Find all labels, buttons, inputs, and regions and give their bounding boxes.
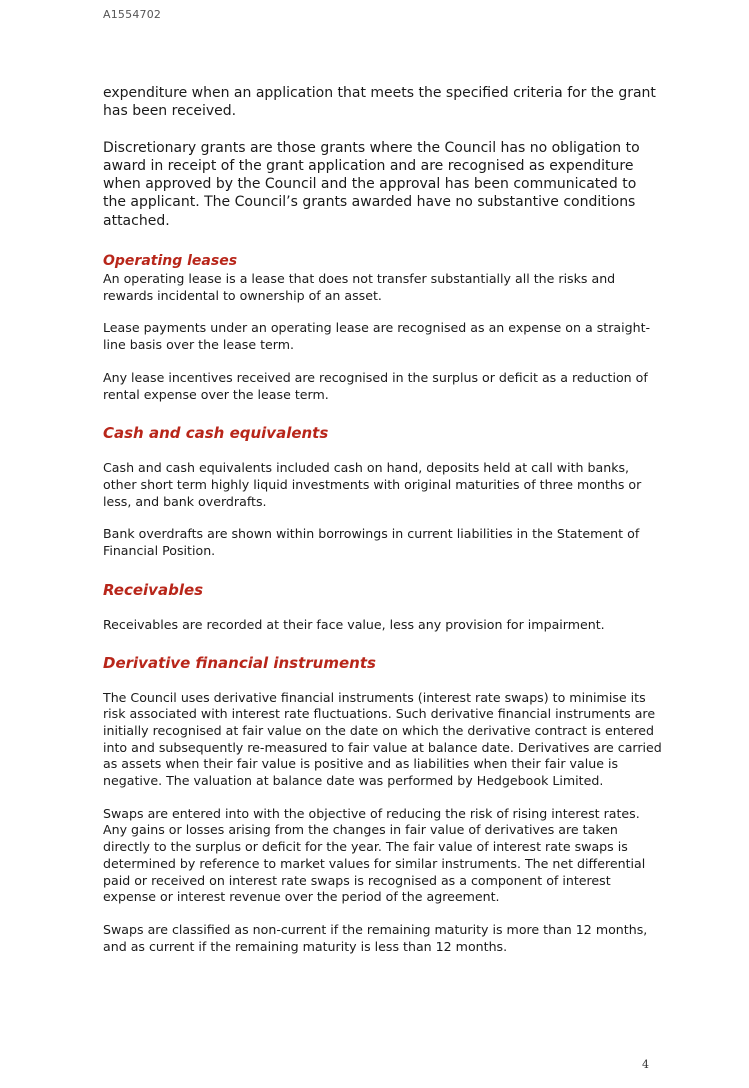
derivatives-paragraph-2: Swaps are entered into with the objective of reducing the risk of rising interest rates. Any gains or losses arising from the changes in fair value of derivatives are taken directly to the surplus or deficit for the year. The fair value of interest rate swaps is determined by reference to market values for similar instruments. The net differential paid or received on interest rate swaps is recognised as a component of interest expense or interest revenue over the period of the agreement. <box>103 805 646 905</box>
document-body <box>103 84 663 955</box>
page-number: 4 <box>642 1058 649 1071</box>
cash-paragraph-1: Cash and cash equivalents included cash on hand, deposits held at call with banks, other short term highly liquid investments with original maturities of three months or less, and bank overdrafts. <box>103 460 642 509</box>
derivatives-paragraph-1: The Council uses derivative financial instruments (interest rate swaps) to minimise its risk associated with interest rate fluctuations. Such derivative financial instruments are initially recognised at fair value on the date on which the derivative contract is entered into and subsequently re-measured to fair value at balance date. Derivatives are carried as assets when their fair value is positive and as liabilities when their fair value is negative. The valuation at balance date was performed by Hedgebook Limited. <box>103 689 662 789</box>
cash-paragraph-2: Bank overdrafts are shown within borrowings in current liabilities in the Statement of Financial Position. <box>103 526 640 559</box>
operating-leases-paragraph-1: An operating lease is a lease that does not transfer substantially all the risks and rewards incidental to ownership of an asset. <box>103 271 616 303</box>
receivables-paragraph-1: Receivables are recorded at their face value, less any provision for impairment. <box>103 616 605 632</box>
receivables-heading: Receivables <box>103 580 204 599</box>
document-id: A1554702 <box>103 8 162 21</box>
operating-leases-heading: Operating leases <box>103 253 238 270</box>
grants-paragraph-2: Discretionary grants are those grants where the Council has no obligation to award in receipt of the grant application and are recognised as expenditure when approved by the Council and the approval has been communicated to the applicant. The Council’s grants awarded have no substantive conditions attached. <box>103 139 640 229</box>
derivatives-paragraph-3: Swaps are classified as non-current if the remaining maturity is more than 12 months, and as current if the remaining maturity is less than 12 months. <box>103 921 648 954</box>
operating-leases-paragraph-3: Any lease incentives received are recognised in the surplus or deficit as a reduction of rental expense over the lease term. <box>103 369 648 402</box>
operating-leases-paragraph-2: Lease payments under an operating lease are recognised as an expense on a straight-line basis over the lease term. <box>103 320 651 353</box>
grants-paragraph-1: expenditure when an application that meets the specified criteria for the grant has been received. <box>103 85 656 120</box>
derivatives-heading: Derivative financial instruments <box>103 653 376 672</box>
cash-heading: Cash and cash equivalents <box>103 424 329 443</box>
